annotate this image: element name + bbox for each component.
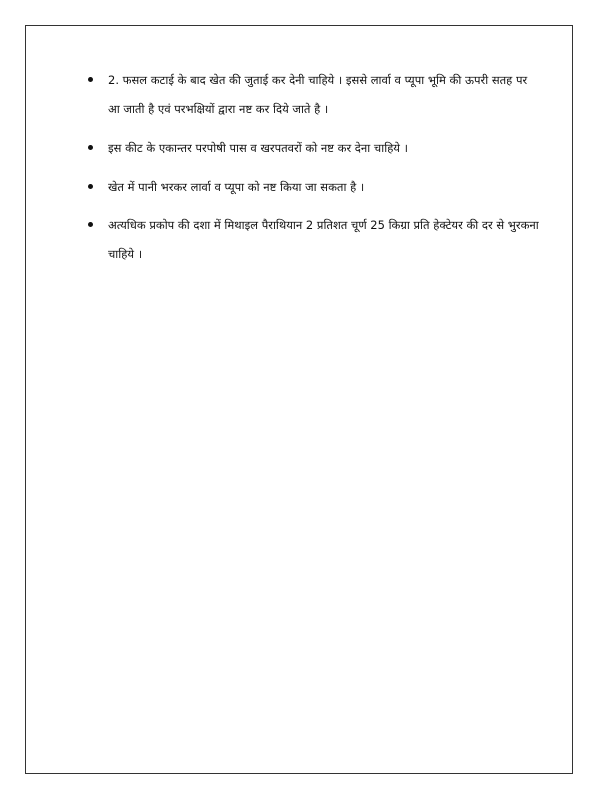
list-item xyxy=(88,173,540,202)
bullet-icon xyxy=(88,77,93,82)
list-item-text: अत्यधिक प्रकोप की दशा में मिथाइल पैराथियान 2 प्रतिशत चूर्ण 25 किग्रा प्रति हेक्टेयर की दर से भुरकना चाहिये । xyxy=(108,218,539,261)
list-item-text: इस कीट के एकान्तर परपोषी पास व खरपतवरों को नष्ट कर देना चाहिये । xyxy=(108,141,408,155)
bullet-icon xyxy=(88,145,93,150)
bullet-list xyxy=(88,66,540,281)
list-item-text: 2. फसल कटाई के बाद खेत की जुताई कर देनी चाहिये । इससे लार्वा व प्यूपा भूमि की ऊपरी सतह पर आ जाती है एवं परभक्षियों द्वारा नष्ट कर दिये जाते है । xyxy=(108,73,528,116)
list-item-text: खेत में पानी भरकर लार्वा व प्यूपा को नष्ट किया जा सकता है । xyxy=(108,180,365,194)
list-item xyxy=(88,211,540,269)
list-item xyxy=(88,66,540,124)
bullet-icon xyxy=(88,184,93,189)
list-item xyxy=(88,134,540,163)
bullet-icon xyxy=(88,222,93,227)
